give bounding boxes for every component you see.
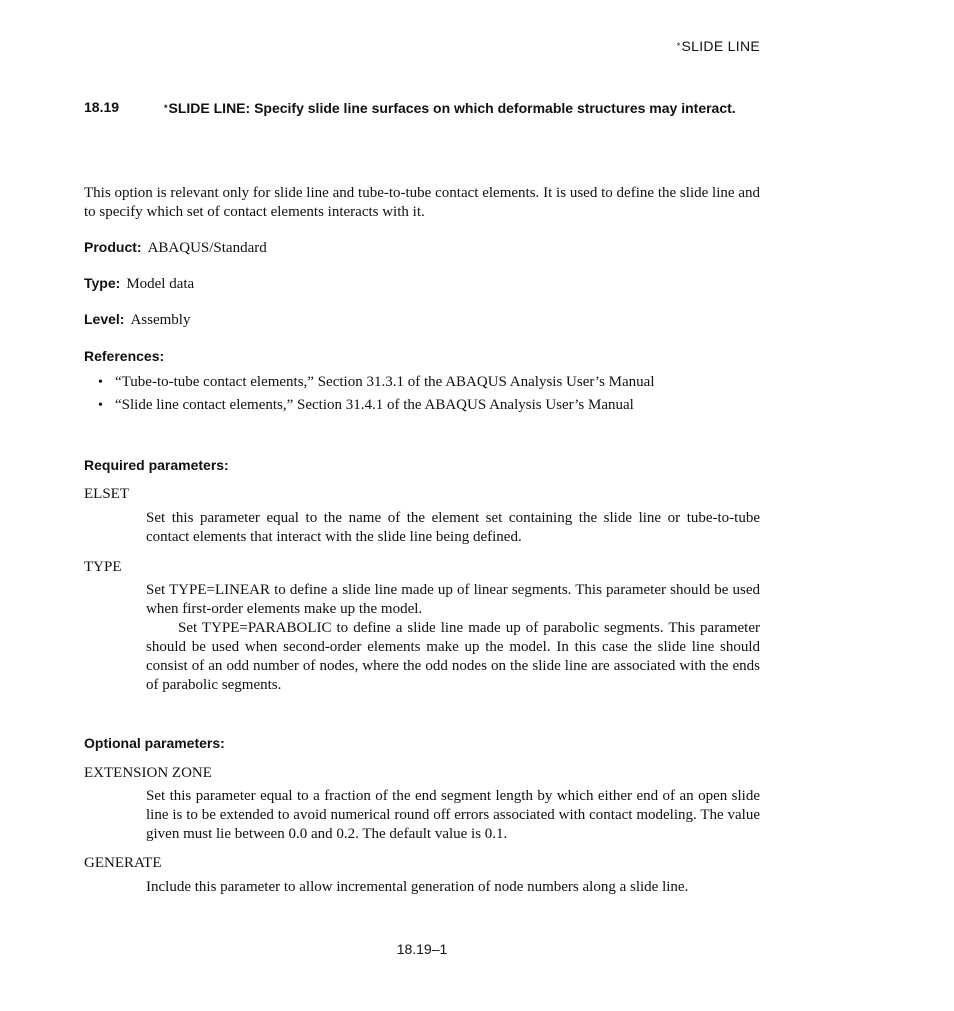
running-head-text: SLIDE LINE	[681, 38, 760, 54]
list-item	[98, 396, 655, 419]
product-label: Product:	[84, 239, 142, 255]
param-paragraph: Include this parameter to allow incremental generation of node numbers along a slide line.	[146, 879, 689, 895]
optional-parameters-heading: Optional parameters:	[84, 735, 225, 751]
product-line	[84, 239, 267, 257]
asterisk-prefix: *	[676, 41, 681, 51]
required-parameters-heading: Required parameters:	[84, 457, 229, 473]
intro-paragraph: This option is relevant only for slide line and tube-to-tube contact elements. It is used to define the slide line and to specify which set of contact elements interacts with it.	[84, 185, 760, 220]
reference-text: “Slide line contact elements,” Section 31.4.1 of the ABAQUS Analysis User’s Manual	[115, 397, 634, 413]
param-desc-generate	[146, 878, 760, 897]
param-name-type: TYPE	[84, 559, 122, 575]
bullet-icon: •	[98, 375, 103, 390]
param-paragraph: Set this parameter equal to the name of the element set containing the slide line or tube-to-tube contact elements that interact with the slide line being defined.	[146, 510, 760, 545]
param-desc-type	[146, 581, 760, 695]
references-heading: References:	[84, 348, 165, 364]
product-value: ABAQUS/Standard	[147, 240, 267, 256]
param-name-generate: GENERATE	[84, 855, 162, 871]
page-number: 18.19–1	[396, 941, 448, 957]
running-head	[677, 38, 760, 54]
list-item	[98, 373, 655, 396]
section-number: 18.19	[84, 99, 120, 115]
param-desc-elset	[146, 509, 760, 547]
section-title	[164, 99, 760, 118]
param-name-extension-zone: EXTENSION ZONE	[84, 765, 212, 781]
param-desc-extension-zone	[146, 787, 760, 844]
param-name-elset: ELSET	[84, 486, 129, 502]
level-value: Assembly	[130, 312, 191, 328]
level-line	[84, 311, 190, 329]
type-label: Type:	[84, 275, 121, 291]
type-value: Model data	[126, 276, 195, 292]
references-list	[98, 373, 655, 419]
reference-text: “Tube-to-tube contact elements,” Section 31.3.1 of the ABAQUS Analysis User’s Manual	[115, 374, 655, 390]
asterisk-prefix: *	[164, 103, 168, 113]
param-paragraph: Set TYPE=LINEAR to define a slide line made up of linear segments. This parameter should be used when first-order elements make up the model.	[146, 582, 760, 617]
bullet-icon: •	[98, 398, 103, 413]
level-label: Level:	[84, 311, 125, 327]
type-line	[84, 275, 194, 293]
param-paragraph: Set TYPE=PARABOLIC to define a slide line made up of parabolic segments. This parameter should be used when second-order elements make up the model. In this case the slide line should consist of an odd number of nodes, where the odd nodes on the slide line are associated with the ends of parabolic segments.	[146, 620, 760, 693]
section-title-text: SLIDE LINE: Specify slide line surfaces on which deformable structures may interact.	[168, 100, 736, 116]
param-paragraph: Set this parameter equal to a fraction of the end segment length by which either end of an open slide line is to be extended to avoid numerical round off errors associated with contact modeling. The value given must lie between 0.0 and 0.2. The default value is 0.1.	[146, 788, 760, 842]
